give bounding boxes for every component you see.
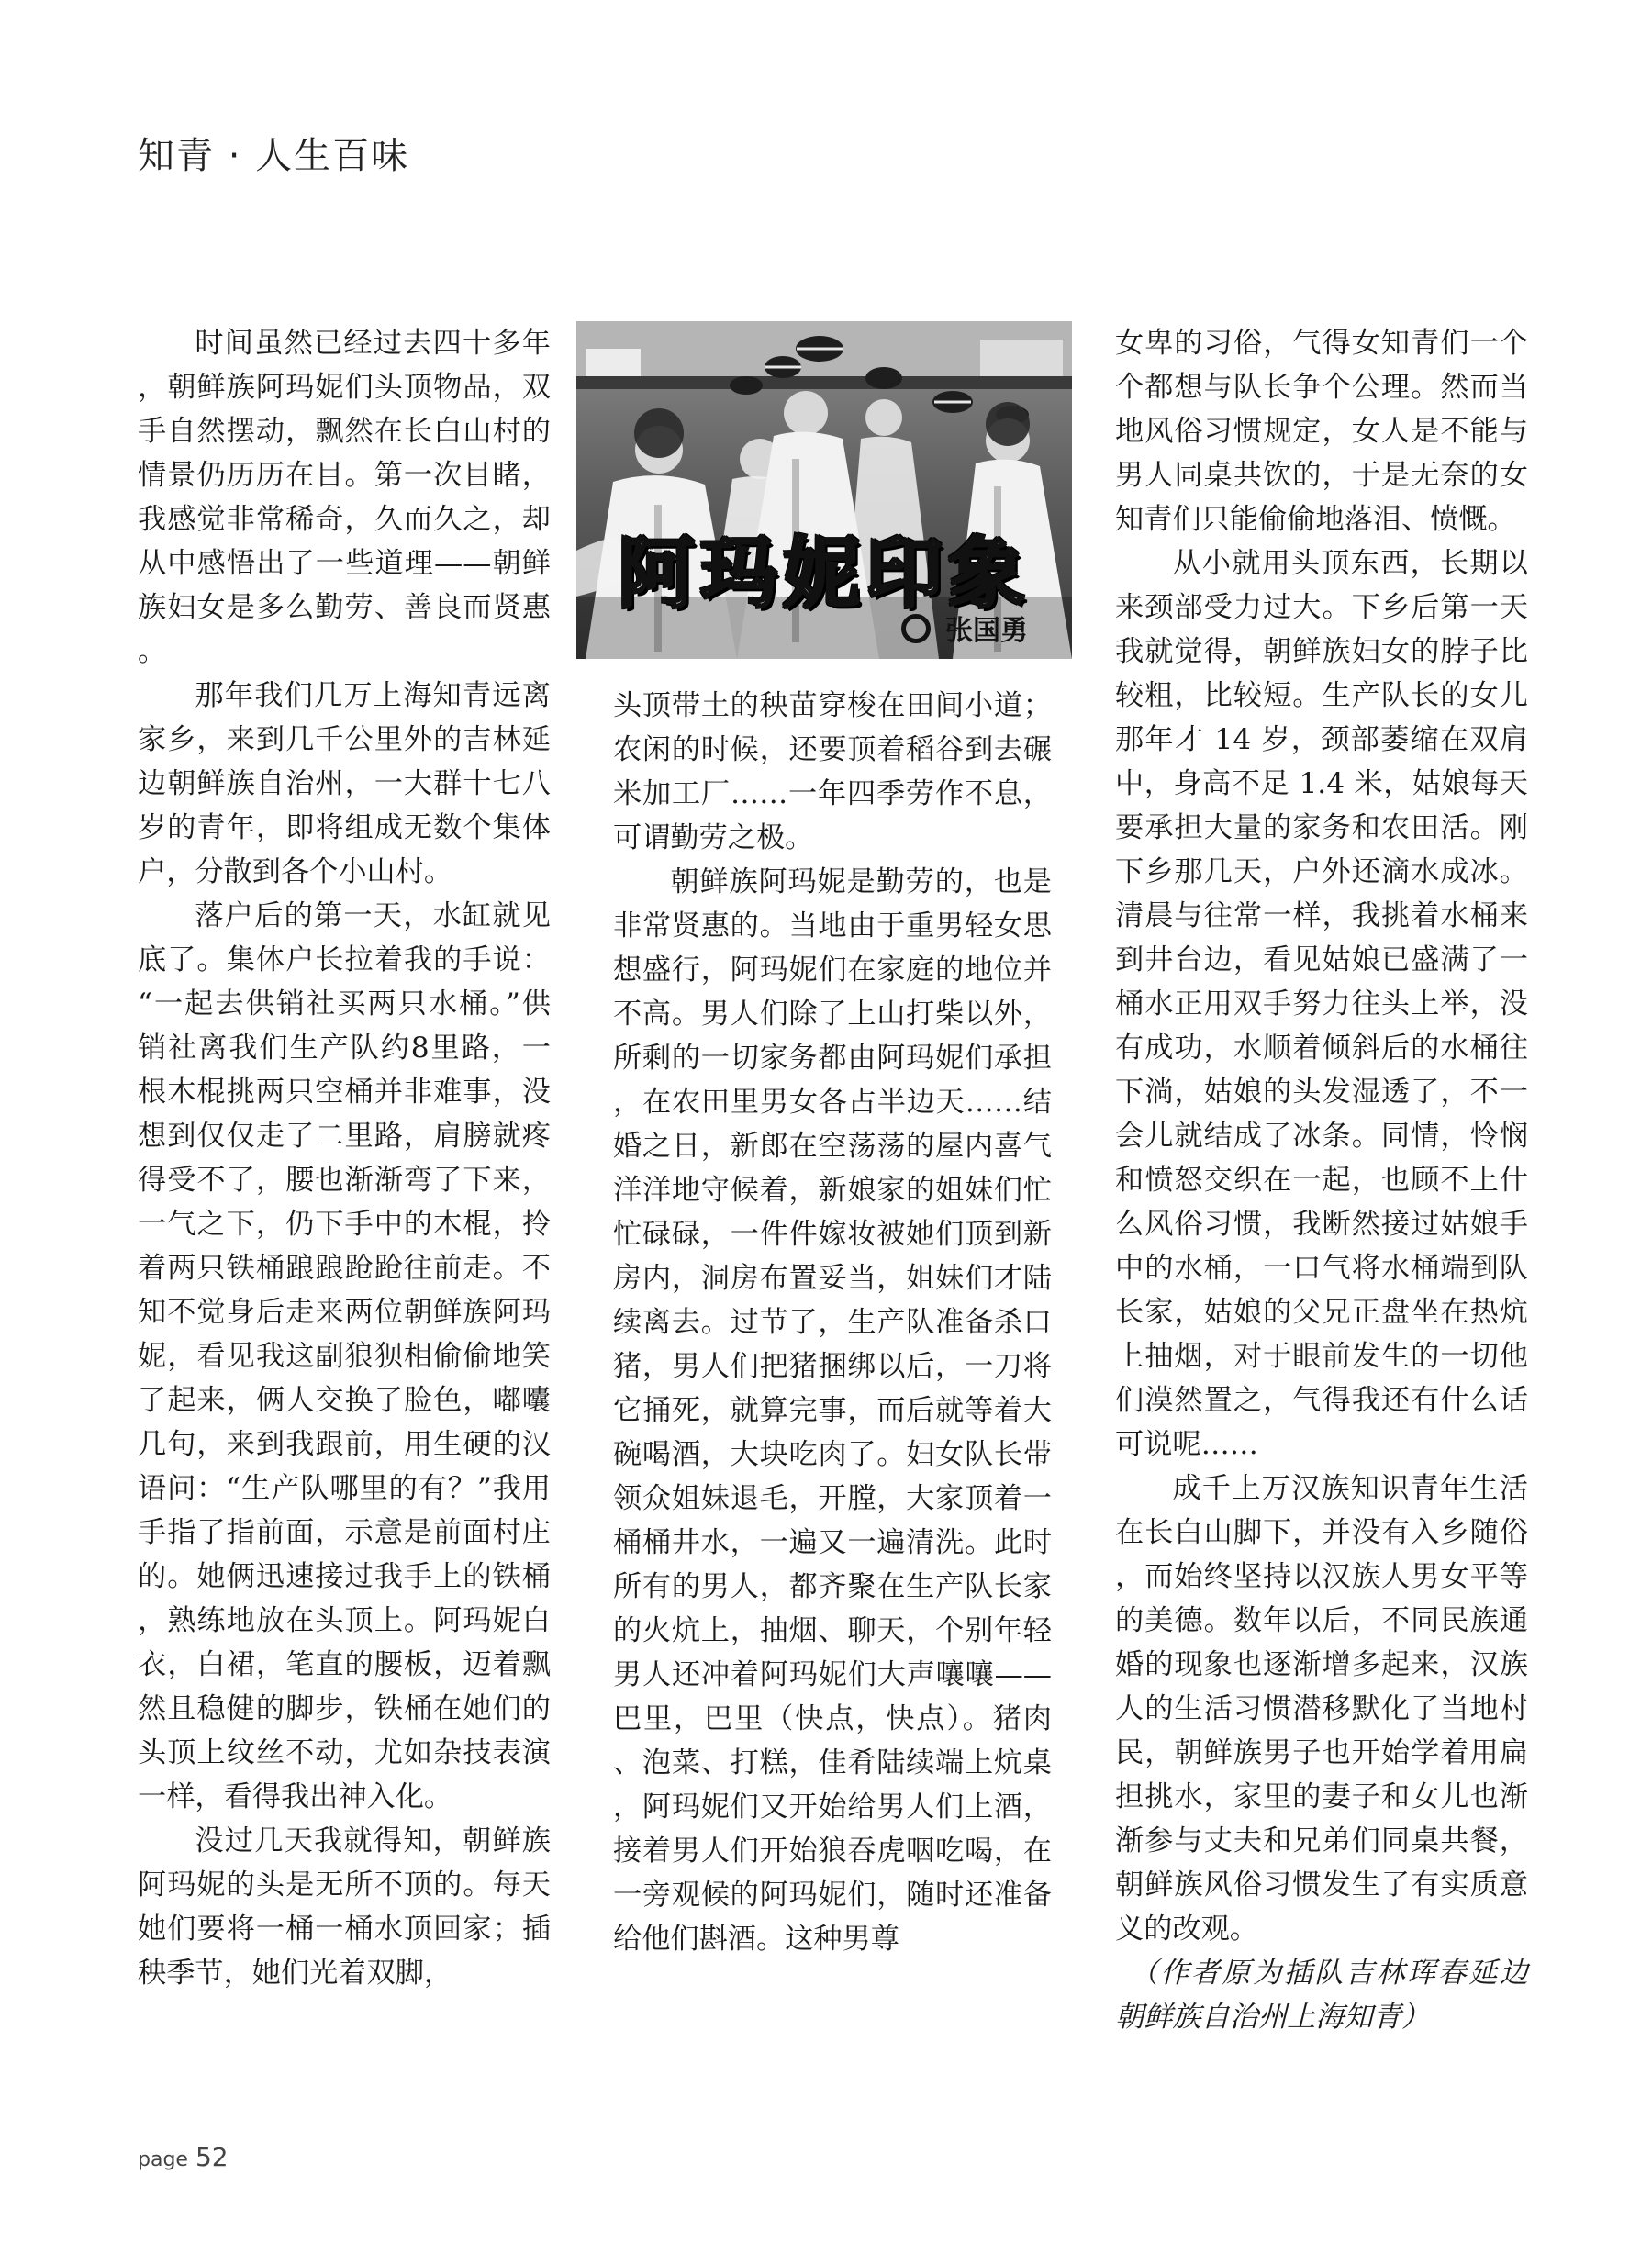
author-note: （作者原为插队吉林珲春延边朝鲜族自治州上海知青）: [1115, 1957, 1528, 2034]
author-byline: [901, 608, 1028, 648]
text-column-2: [613, 684, 1052, 1961]
paragraph: 朝鲜族阿玛妮是勤劳的，也是非常贤惠的。当地由于重男轻女思想盛行，阿玛妮们在家庭的地位并不高。男人们除了上山打柴以外，所剩的一切家务都由阿玛妮们承担，在农田里男女各占半边天……结婚之日，新郎在空荡荡的屋内喜气洋洋地守候着，新娘家的姐妹们忙忙碌碌，一件件嫁妆被她们顶到新房内，洞房布置妥当，姐妹们才陆续离去。过节了，生产队准备杀口猪，男人们把猪捆绑以后，一刀将它捅死，就算完事，而后就等着大碗喝酒，大块吃肉了。妇女队长带领众姐妹退毛，开膛，大家顶着一桶桶井水，一遍又一遍清洗。此时所有的男人，都齐聚在生产队长家的火炕上，抽烟、聊天，个别年轻男人还冲着阿玛妮们大声嚷嚷——巴里，巴里（快点，快点）。猪肉、泡菜、打糕，佳肴陆续端上炕桌，阿玛妮们又开始给男人们上酒，接着男人们开始狼吞虎咽吃喝，在一旁观候的阿玛妮们，随时还准备给他们斟酒。这种男尊: [613, 865, 1052, 1956]
paragraph-continued: 女卑的习俗，气得女知青们一个个都想与队长争个公理。然而当地风俗习惯规定，女人是不能与男人同桌共饮的，于是无奈的女知青们只能偷偷地落泪、愤慨。: [1115, 327, 1528, 536]
paragraph: 没过几天我就得知，朝鲜族阿玛妮的头是无所不顶的。每天她们要将一桶一桶水顶回家；插秧季节，她们光着双脚，: [138, 1824, 551, 1990]
paragraph: 从小就用头顶东西，长期以来颈部受力过大。下乡后第一天我就觉得，朝鲜族妇女的脖子比较粗，比较短。生产队长的女儿那年才 14 岁，颈部萎缩在双肩中，身高不足 1.4 米，姑娘每天要承担大量的家务和农田活。刚下乡那几天，户外还滴水成冰。清晨与往常一样，我挑着水桶来到井台边，看见姑娘已盛满了一桶水正用双手努力往头上举，没有成功，水顺着倾斜后的水桶往下淌，姑娘的头发湿透了，不一会儿就结成了冰条。同情，怜悯和愤怒交织在一起，也顾不上什么风俗习惯，我断然接过姑娘手中的水桶，一口气将水桶端到队长家，姑娘的父兄正盘坐在热炕上抽烟，对于眼前发生的一切他们漠然置之，气得我还有什么话可说呢……: [1115, 547, 1528, 1461]
author-name: 张国勇: [945, 615, 1028, 647]
title-photo: [576, 321, 1072, 659]
section-header: 知青 · 人生百味: [138, 135, 410, 177]
circle-bullet-icon: [901, 614, 931, 643]
paragraph: 成千上万汉族知识青年生活在长白山脚下，并没有入乡随俗，而始终坚持以汉族人男女平等的美德。数年以后，不同民族通婚的现象也逐渐增多起来，汉族人的生活习惯潜移默化了当地村民，朝鲜族男子也开始学着用扁担挑水，家里的妻子和女儿也渐渐参与丈夫和兄弟们同桌共餐，朝鲜族风俗习惯发生了有实质意义的改观。: [1115, 1472, 1528, 1946]
paragraph: 那年我们几万上海知青远离家乡，来到几千公里外的吉林延边朝鲜族自治州，一大群十七八岁的青年，即将组成无数个集体户，分散到各个小山村。: [138, 679, 551, 888]
page-number: [138, 2142, 229, 2172]
article-title: 阿玛妮印象: [617, 529, 1031, 619]
page-label: page: [138, 2148, 188, 2171]
paragraph: 时间虽然已经过去四十多年，朝鲜族阿玛妮们头顶物品，双手自然摆动，飘然在长白山村的情景仍历历在目。第一次目睹，我感觉非常稀奇，久而久之，却从中感悟出了一些道理——朝鲜族妇女是多么勤劳、善良而贤惠。: [138, 327, 551, 668]
page-number-value: 52: [195, 2142, 229, 2172]
text-column-1: [138, 321, 551, 1995]
paragraph-continued: 头顶带土的秧苗穿梭在田间小道；农闲的时候，还要顶着稻谷到去碾米加工厂……一年四季劳作不息，可谓勤劳之极。: [613, 689, 1052, 854]
text-column-3: [1115, 321, 1528, 2039]
paragraph: 落户后的第一天，水缸就见底了。集体户长拉着我的手说：“一起去供销社买两只水桶。”供销社离我们生产队约8里路，一根木棍挑两只空桶并非难事，没想到仅仅走了二里路，肩膀就疼得受不了，腰也渐渐弯了下来，一气之下，仍下手中的木棍，拎着两只铁桶踉踉跄跄往前走。不知不觉身后走来两位朝鲜族阿玛妮，看见我这副狼狈相偷偷地笑了起来，俩人交换了脸色，嘟囔几句，来到我跟前，用生硬的汉语问：“生产队哪里的有？”我用手指了指前面，示意是前面村庄的。她俩迅速接过我手上的铁桶，熟练地放在头顶上。阿玛妮白衣，白裙，笔直的腰板，迈着飘然且稳健的脚步，铁桶在她们的头顶上纹丝不动，尤如杂技表演一样，看得我出神入化。: [138, 899, 551, 1813]
